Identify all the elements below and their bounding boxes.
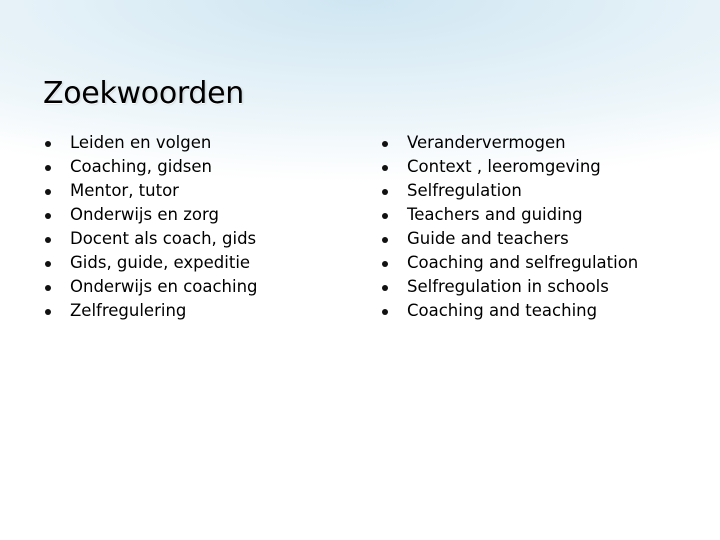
list-item	[43, 275, 333, 299]
list-item	[380, 155, 710, 179]
slide-title: Zoekwoorden	[43, 76, 245, 111]
list-item-text: Selfregulation	[407, 181, 522, 200]
list-item	[380, 131, 710, 155]
bullet-dot-icon	[382, 165, 388, 171]
bullet-dot-icon	[382, 309, 388, 315]
list-item	[380, 179, 710, 203]
list-item	[380, 203, 710, 227]
bullet-dot-icon	[382, 261, 388, 267]
list-item-text: Verandervermogen	[407, 133, 566, 152]
list-item-text: Coaching and teaching	[407, 301, 598, 320]
bullet-dot-icon	[382, 141, 388, 147]
bullet-dot-icon	[45, 285, 51, 291]
list-item	[43, 203, 333, 227]
bullet-dot-icon	[45, 261, 51, 267]
bullet-dot-icon	[45, 141, 51, 147]
list-item	[43, 155, 333, 179]
list-item-text: Guide and teachers	[407, 229, 569, 248]
list-item-text: Context , leeromgeving	[407, 157, 601, 176]
bullet-dot-icon	[45, 165, 51, 171]
list-item-text: Zelfregulering	[70, 301, 187, 320]
list-item-text: Selfregulation in schools	[407, 277, 609, 296]
bullet-dot-icon	[382, 285, 388, 291]
bullet-dot-icon	[382, 213, 388, 219]
keyword-list-dutch	[43, 131, 333, 323]
list-item-text: Teachers and guiding	[407, 205, 583, 224]
list-item-text: Coaching and selfregulation	[407, 253, 639, 272]
list-item	[380, 227, 710, 251]
list-item	[43, 251, 333, 275]
list-item	[380, 299, 710, 323]
keyword-list-english	[380, 131, 710, 323]
list-item-text: Gids, guide, expeditie	[70, 253, 251, 272]
bullet-dot-icon	[45, 237, 51, 243]
bullet-dot-icon	[45, 309, 51, 315]
list-item-text: Mentor, tutor	[70, 181, 179, 200]
bullet-dot-icon	[45, 213, 51, 219]
list-item-text: Docent als coach, gids	[70, 229, 257, 248]
bullet-dot-icon	[382, 237, 388, 243]
list-item	[43, 179, 333, 203]
list-item	[380, 275, 710, 299]
list-item-text: Coaching, gidsen	[70, 157, 212, 176]
list-item-text: Leiden en volgen	[70, 133, 212, 152]
list-item	[43, 131, 333, 155]
list-item-text: Onderwijs en coaching	[70, 277, 258, 296]
list-item	[380, 251, 710, 275]
bullet-dot-icon	[45, 189, 51, 195]
list-item	[43, 227, 333, 251]
bullet-dot-icon	[382, 189, 388, 195]
list-item-text: Onderwijs en zorg	[70, 205, 219, 224]
list-item	[43, 299, 333, 323]
